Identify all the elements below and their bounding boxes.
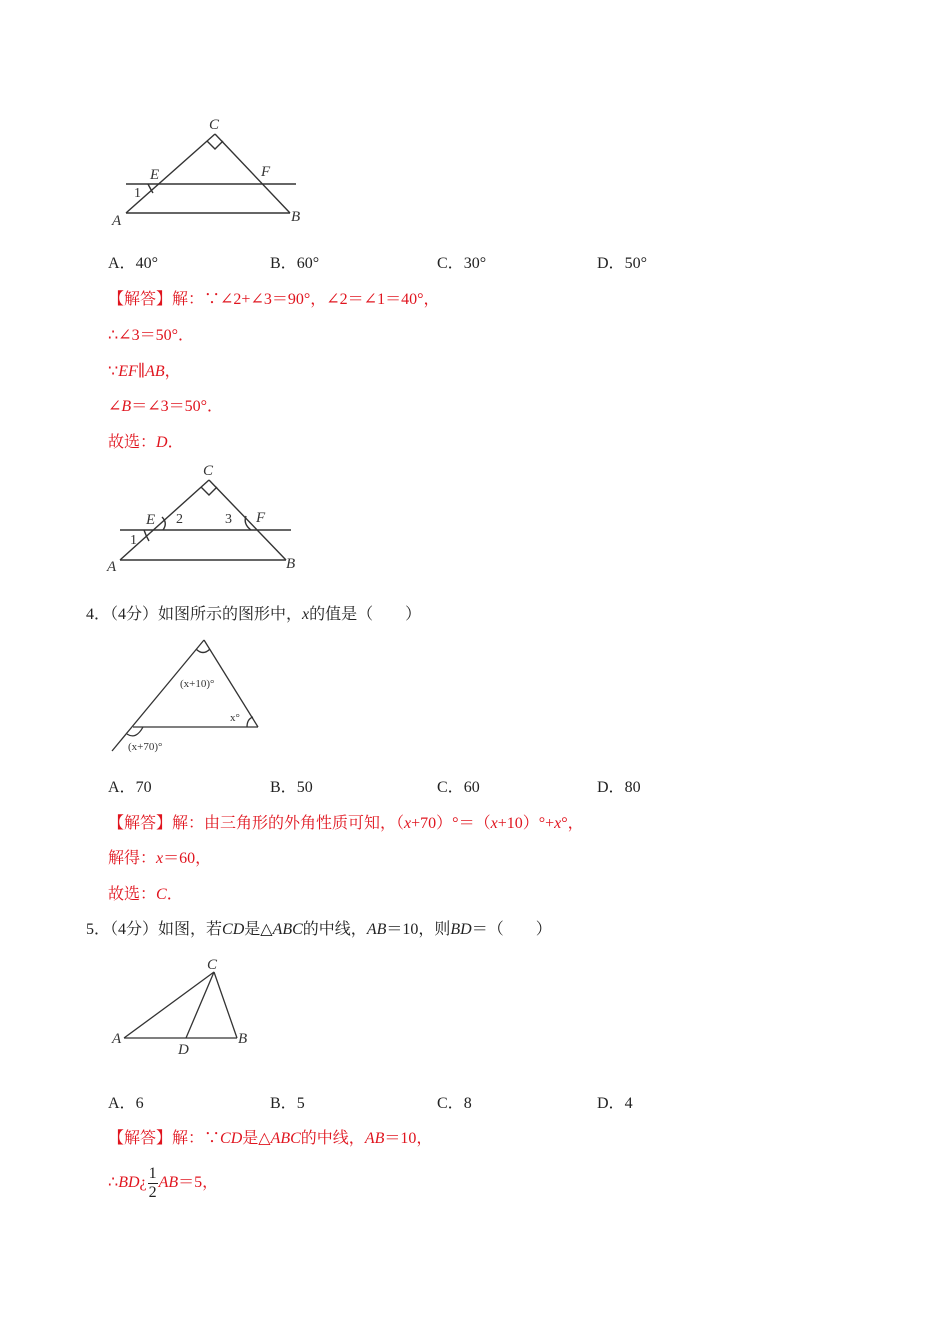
figure-triangle-median: [100, 952, 260, 1062]
q3-answer-line-2: ∴∠3＝50°．: [108, 327, 194, 344]
q5-answer-line-2: ∴BD¿ $\frac{1}{2}$ AB＝5，: [108, 1164, 219, 1201]
q4-choice-b[interactable]: B．50: [270, 779, 313, 796]
q4-stem: 4．（4分）如图所示的图形中，x的值是（ ）: [86, 606, 422, 623]
q4-choice-c[interactable]: C．60: [437, 779, 480, 796]
q3-answer-line-3: ∵EF∥AB，: [108, 363, 181, 380]
q3-answer-line-1: 【解答】解：∵∠2+∠3＝90°，∠2＝∠1＝40°，: [108, 291, 440, 308]
label-x: x°: [230, 712, 240, 724]
label-C: C: [207, 957, 218, 973]
label-F: F: [261, 164, 271, 180]
q3-choice-b[interactable]: B．60°: [270, 255, 320, 272]
label-A: A: [112, 213, 122, 229]
label-angle-3: 3: [225, 512, 232, 527]
figure-triangle-1: [100, 112, 320, 232]
figure-triangle-3: [100, 632, 280, 764]
label-x-plus-70: (x+70)°: [128, 741, 163, 753]
figure-triangle-2: [100, 458, 320, 578]
label-angle-1: 1: [134, 186, 141, 201]
q3-choice-c[interactable]: C．30°: [437, 255, 487, 272]
q3-answer-line-5: 故选：D．: [108, 434, 184, 451]
label-C: C: [209, 117, 220, 133]
label-B: B: [286, 556, 296, 572]
q5-answer-line-1: 【解答】解：∵CD是△ABC的中线，AB＝10，: [108, 1130, 433, 1147]
q3-answer-line-4: ∠B＝∠3＝50°．: [108, 398, 223, 415]
q5-choice-d[interactable]: D．4: [597, 1095, 633, 1112]
q5-choice-a[interactable]: A．6: [108, 1095, 144, 1112]
label-C: C: [203, 463, 214, 479]
q4-choice-d[interactable]: D．80: [597, 779, 641, 796]
label-E: E: [150, 167, 160, 183]
label-E: E: [146, 512, 156, 528]
label-A: A: [112, 1031, 122, 1047]
label-B: B: [291, 209, 301, 225]
label-angle-1: 1: [130, 533, 137, 548]
label-B: B: [238, 1031, 248, 1047]
label-x-plus-10: (x+10)°: [180, 678, 215, 690]
label-angle-2: 2: [176, 512, 183, 527]
label-A: A: [107, 559, 117, 575]
q4-answer-line-1: 【解答】解：由三角形的外角性质可知，（x+70）°＝（x+10）°+x°，: [108, 815, 584, 832]
q4-choice-a[interactable]: A．70: [108, 779, 152, 796]
label-D: D: [178, 1042, 189, 1058]
label-F: F: [256, 510, 266, 526]
fraction-one-half: $\frac{1}{2}$: [148, 1164, 157, 1201]
q4-answer-line-2: 解得：x＝60，: [108, 850, 212, 867]
q5-choice-c[interactable]: C．8: [437, 1095, 472, 1112]
q5-choice-b[interactable]: B．5: [270, 1095, 305, 1112]
q5-stem: 5．（4分）如图，若CD是△ABC的中线，AB＝10，则BD＝（ ）: [86, 921, 552, 938]
q3-choice-d[interactable]: D．50°: [597, 255, 647, 272]
q4-answer-line-3: 故选：C．: [108, 886, 183, 903]
q3-choice-a[interactable]: A．40°: [108, 255, 158, 272]
